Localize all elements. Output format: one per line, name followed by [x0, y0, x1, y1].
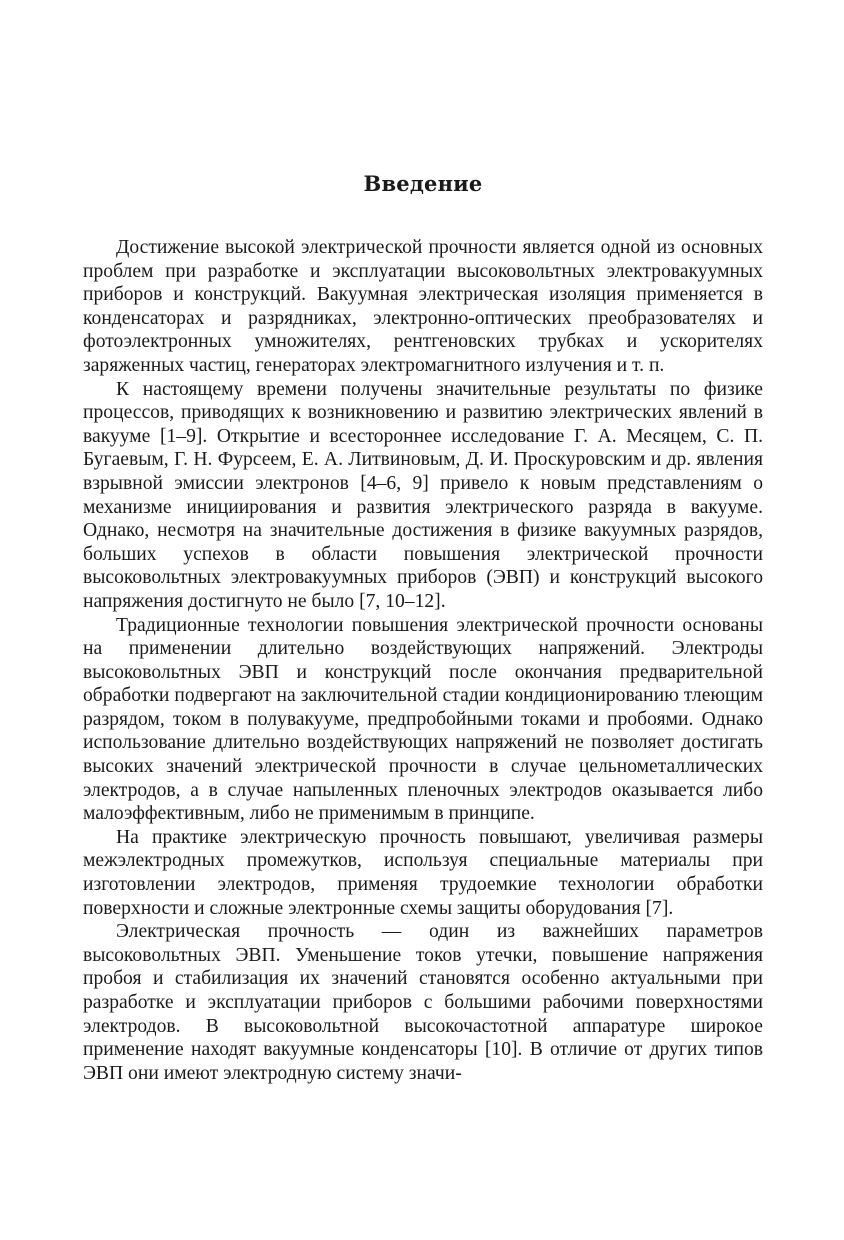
page-body: [83, 170, 763, 1085]
paragraph-3: Традиционные технологии повышения электрической прочности основаны на применении длительно воздействующих напряжений. Электроды высоковольтных ЭВП и конструкций после окончания предварительной обработки подвергают на заключительной стадии кондиционированию тлеющим разрядом, током в полувакууме, предпробойными токами и пробоями. Однако использование длительно воздействующих напряжений не позволяет достигать высоких значений электрической прочности в случае цельнометаллических электродов, а в случае напыленных пленочных электродов оказывается либо малоэффективным, либо не применимым в принципе.: [83, 614, 763, 825]
section-heading: Введение: [363, 171, 483, 196]
paragraph-1: Достижение высокой электрической прочности является одной из основных проблем при разработке и эксплуатации высоковольтных электровакуумных приборов и конструкций. Вакуумная электрическая изоляция применяется в конденсаторах и разрядниках, электронно-оптических преобразователях и фотоэлектронных умножителях, рентгеновских трубках и ускорителях заряженных частиц, генераторах электромагнитного излучения и т. п.: [83, 237, 763, 376]
paragraph-4: На практике электрическую прочность повышают, увеличивая размеры межэлектродных промежутков, используя специальные материалы при изготовлении электродов, применяя трудоемкие технологии обработки поверхности и сложные электронные схемы защиты оборудования [7].: [83, 826, 763, 919]
paragraph-5: Электрическая прочность — один из важнейших параметров высоковольтных ЭВП. Уменьшение токов утечки, повышение напряжения пробоя и стабилизация их значений становятся особенно актуальными при разработке и эксплуатации приборов с большими рабочими поверхностями электродов. В высоковольтной высокочастотной аппаратуре широкое применение находят вакуумные конденсаторы [10]. В отличие от других типов ЭВП они имеют электродную систему значи-: [83, 921, 763, 1084]
paragraph-2: К настоящему времени получены значительные результаты по физике процессов, приводящих к возникновению и развитию электрических явлений в вакууме [1–9]. Открытие и всестороннее исследование Г. А. Месяцем, С. П. Бугаевым, Г. Н. Фурсеем, Е. А. Литвиновым, Д. И. Проскуровским и др. явления взрывной эмиссии электронов [4–6, 9] привело к новым представлениям о механизме инициирования и развития электрического разряда в вакууме. Однако, несмотря на значительные достижения в физике вакуумных разрядов, больших успехов в области повышения электрической прочности высоковольтных электровакуумных приборов (ЭВП) и конструкций высокого напряжения достигнуто не было [7, 10–12].: [83, 378, 763, 612]
